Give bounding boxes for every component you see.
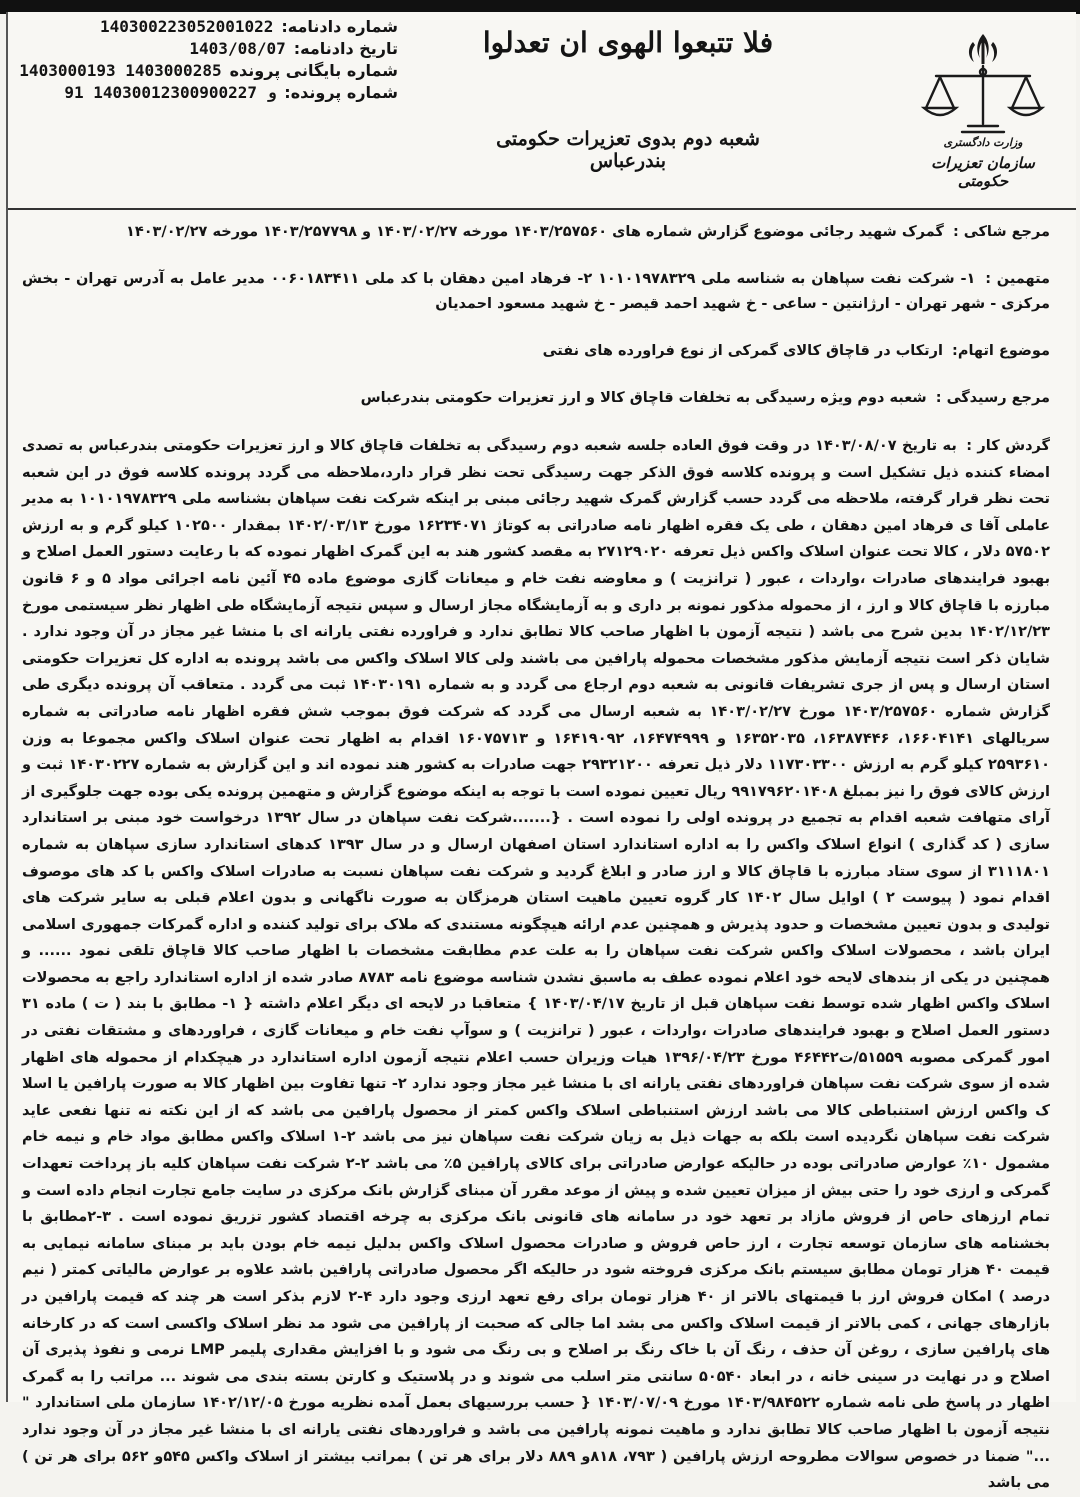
verdict-page [6, 12, 1076, 1492]
archive-number-row [8, 60, 398, 82]
meta-label: شماره پرونده: [284, 83, 398, 102]
section-text: شعبه دوم ویژه رسیدگی به تخلفات قاچاق کالا و ارز تعزیرات حکومتی بندرعباس [360, 390, 927, 406]
organization-name: سازمان تعزیرات حکومتی [931, 154, 1035, 190]
complainant-section [22, 220, 1050, 245]
section-label: موضوع اتهام: [952, 343, 1050, 359]
ministry-name: وزارت دادگستری [943, 136, 1023, 149]
case-meta [8, 16, 398, 104]
section-label: مرجع رسیدگی : [935, 390, 1050, 406]
authority-section [22, 386, 1050, 411]
section-text: ۱- شرکت نفت سپاهان به شناسه ملی ۱۰۱۰۱۹۷۸۳۲۹ ۲- فرهاد امین دهقان با کد ملی ۰۰۶۰۱۸۳۴۱۱ مدیر عامل به آدرس تهران - بخش مرکزی - شهر تهران - ارژانتین - ساعی - خ شهید احمد قیصر - خ شهید مسعود احمدیان [22, 271, 1050, 312]
verdict-date-row [8, 38, 398, 60]
charge-section [22, 339, 1050, 364]
section-text: گمرک شهید رجائی موضوع گزارش شماره های ۱۴۰۳/۲۵۷۵۶۰ مورخه ۱۴۰۳/۰۲/۲۷ و ۱۴۰۳/۲۵۷۷۹۸ مورخه ۱۴۰۳/۰۲/۲۷ [126, 224, 944, 240]
meta-label: شماره دادنامه: [281, 17, 398, 36]
section-label: متهمین : [985, 271, 1050, 287]
meta-value: 1403000193 1403000285 [19, 61, 222, 80]
section-label: گردش کار : [966, 438, 1050, 454]
motto-heading: فلا تتبعوا الهوی ان تعدلوا [482, 26, 774, 59]
verdict-number-row [8, 16, 398, 38]
header-divider [8, 208, 1076, 210]
defendants-section [22, 267, 1050, 317]
narrative-text: به تاریخ ۱۴۰۳/۰۸/۰۷ در وقت فوق العاده جلسه شعبه دوم رسیدگی به تخلفات قاچاق کالا و ارز تعزیرات حکومتی بندرعباس به تصدی امضاء کننده ذیل تشکیل است و پرونده کلاسه فوق الذکر جهت رسیدگی تحت نظر قرار دارد،ملاحظه می گردد پرونده کلاسه فوق در این شعبه تحت نظر قرار گرفته، ملاحظه می گردد حسب گزارش گمرک شهید رجائی مبنی بر اینکه شرکت نفت سپاهان بشناسه ملی ۱۰۱۰۱۹۷۸۳۲۹ به مدیر عاملی آقا ی فرهاد امین دهقان ، طی یک فقره اظهار نامه صادراتی به کوتاژ ۱۶۲۳۴۰۷۱ مورخ ۱۴۰۲/۰۳/۱۳ بمقدار ۱۰۲۵۰۰ کیلو گرم و به ارزش ۵۷۵۰۲ دلار ، کالا تحت عنوان اسلاک واکس ذیل تعرفه ۲۷۱۲۹۰۲۰ به مقصد کشور هند به این گمرک اظهار نموده که با رعایت دستور العمل اصلاح و بهبود فرایندهای صادرات ،واردات ، عبور ( ترانزیت ) و معاوضه نفت خام و میعانات گازی موضوع ماده ۴۵ آئین نامه اجرائی مواد ۵ و ۶ قانون مبارزه با قاچاق کالا و ارز ، از محموله مذکور نمونه بر داری و به آزمایشگاه مجاز ارسال و سپس نتیجه آزمایشگاه طی اظهار نظر سیستمی مورخ ۱۴۰۲/۱۲/۲۳ بدین شرح می باشد ( نتیجه آزمون با اظهار صاحب کالا تطابق ندارد و فراورده نفتی یارانه ای با منشا غیر مجاز در آن وجود ندارد . شایان ذکر است نتیجه آزمایش مذکور مشخصات محموله پارافین می باشند ولی کالا اسلاک واکس می باشد پرونده به اداره کل تعزیرات حکومتی استان ارسال و پس از جری تشریفات قانونی به شعبه دوم ارجاع می گردد و به شماره ۱۴۰۳۰۱۹۱ ثبت می گردد . متعاقب آن پرونده دیگری طی گزارش شماره ۱۴۰۳/۲۵۷۵۶۰ مورخ ۱۴۰۳/۰۲/۲۷ به شعبه ارسال می گردد که شرکت فوق بموجب شش فقره اظهار نامه صادراتی به شماره سریالهای ۱۶۶۰۴۱۴۱، ۱۶۳۸۷۴۴۶، ۱۶۳۵۲۰۳۵ و ۱۶۴۷۴۹۹۹، ۱۶۴۱۹۰۹۲ و ۱۶۰۷۵۷۱۳ اقدام به اظهار تحت عنوان اسلاک واکس مجموعا به وزن ۲۵۹۳۶۱۰ کیلو گرم به ارزش ۱۱۷۳۰۳۳۰۰ دلار ذیل تعرفه ۲۹۳۲۱۲۰۰ جهت صادرات به کشور هند نموده اند و این گزارش به شماره ۱۴۰۳۰۲۲۷ ثبت و ارزش کالای فوق را نیز بمبلغ ۹۹۱۷۹۶۲۰۱۴۰۸ ریال تعیین نموده است با توجه به اینکه موضوع گزارش و متهمین پرونده یکی بوده جهت جلوگیری از آرای متهافت شعبه اقدام به تجمیع در پرونده اولی را نموده است . {.......شرکت نفت سپاهان در سال ۱۳۹۲ درخواست خود مبنی بر استاندارد سازی ( کد گذاری ) انواع اسلاک واکس را به اداره استاندارد استان اصفهان ارسال و در سال ۱۳۹۳ کدهای استاندارد سازی سپاهان به شماره ۳۱۱۱۸۰۱ از سوی ستاد مبارزه با قاچاق کالا و ارز صادر و ابلاغ گردید و شرکت نفت سپاهان نسبت به صادرات اسلاک واکس با کد های موصوف اقدام نمود ( پیوست ۲ ) اوایل سال ۱۴۰۲ کار گروه تعیین ماهیت استان هرمزگان به صورت ناگهانی و بدون اعلام قبلی به سایر شرکت های تولیدی و بدون تعیین مشخصات و حدود پذیرش و همچنین عدم ارائه هیچگونه مستندی که ملاک برای تولید کننده و اداره گمرکات جمهوری اسلامی ایران باشد ، محصولات اسلاک واکس شرکت نفت سپاهان را به علت عدم مطابقت مشخصات با اظهار صاحب کالا قاچاق تلقی نمود ...... و همچنین در یکی از بندهای لایحه خود اعلام نموده عطف به ماسبق نشدن شناسه موضوع نامه ۸۷۸۳ صادر شده از اداره استاندارد راجع به محصولات اسلاک واکس اظهار شده توسط نفت سپاهان قبل از تاریخ ۱۴۰۳/۰۴/۱۷ } متعاقبا در لایحه ای دیگر اعلام داشته { ۱- مطابق با بند ( ت ) ماده ۳۱ دستور العمل اصلاح و بهبود فرایندهای صادرات ،واردات ، عبور ( ترانزیت ) و سوآپ نفت خام و میعانات گازی ، فراوردهای و مشتقات نفتی در امور گمرکی مصوبه ۵۱۵۵۹/ت۴۶۴۴۲ مورخ ۱۳۹۶/۰۴/۲۳ هیات وزیران حسب اعلام نتیجه آزمون اداره استاندارد در هیچکدام از محموله های اظهار شده از سوی شرکت نفت سپاهان فراوردهای نفتی یارانه ای با منشا غیر مجاز وجود ندارد ۲- تنها تفاوت بین اظهار کالا به صورت پارافین یا اسلا ک واکس ارزش استنباطی کالا می باشد ارزش استنباطی اسلاک واکس کمتر از محصول پارافین می باشد که از این نکته نه تنها نفعی عاید شرکت نفت سپاهان نگردیده است بلکه به جهات ذیل به زیان شرکت نفت سپاهان نیز می باشد ۲-۱ اسلاک واکس مطابق مواد خام و نیمه خام مشمول ۱۰٪ عوارض صادراتی بوده در حالیکه عوارض صادراتی برای کالای پارافین ۵٪ می باشد ۲-۲ شرکت نفت سپاهان کلیه باز پرداخت تعهدات گمرکی و ارزی خود را حتی بیش از میزان تعیین شده و پیش از موعد مقرر آن مبنای گزارش بانک مرکزی در سایت جامع تجارت انجام داده است و تمام ارزهای حاص از فروش مازاد بر تعهد خود در سامانه های قانونی بانک مرکزی به چرخه اقتصاد کشور تزریق نموده است . ۳-۲مطابق با بخشنامه های سازمان توسعه تجارت ، ارز حاص فروش و صادرات محصول اسلاک واکس بدلیل نیمه خام بودن باید بر مبنای سامانه نیمایی به قیمت ۴۰ هزار تومان مطابق سیستم بانک مرکزی فروخته شود در حالیکه اگر محصول صادراتی پارافین باشد علاوه بر عوارض مالیاتی کمتر ( نیم درصد ) امکان فروش ارز با قیمتهای بالاتر از ۴۰ هزار تومان برای رفع تعهد ارزی وجود دارد ۴-۲ لازم بذکر است هر چند که قیمت پارافین در بازارهای جهانی ، کمی بالاتر از قیمت اسلاک واکس می بشد اما جالی که صحبت از پارافین می شود مد نظر اسلاک واکسی است که در کارخانه های پارافین سازی ، روغن آن حذف ، رنگ آن با خاک رنگ بر اصلاح و بی رنگ می شود و با افزایش مقداری پلیمر LMP نرمی و نفوذ پذیری آن اصلاح و در نهایت در سینی خانه ، در ابعاد ۵۰۵۴۰ سانتی متر اسلب می شوند و در پلاستیک و کارتن بسته بندی می شوند ... مراتب را به گمرک اظهار در پاسخ طی نامه شماره ۱۴۰۳/۹۸۴۵۲۲ مورخ ۱۴۰۳/۰۷/۰۹ { حسب بررسیهای بعمل آمده نظریه مورخ ۱۴۰۲/۱۲/۰۵ سازمان ملی استاندارد " نتیجه آزمون با اظهار صاحب کالا تطابق ندارد و ماهیت نمونه پارافین می باشد و فراوردهای نفتی یارانه ای با منشا غیر مجاز در آن وجود ندارد ..." ضمنا در خصوص سوالات مطروحه ارزش پارافین ( ۷۹۳، ۸۱۸و ۸۸۹ دلار برای هر تن ) بمراتب بیشتر از اسلاک واکس ۵۴۵و ۵۶۲ برای هر تن ) می باشد [22, 438, 1051, 1492]
section-text: ارتکاب در قاچاق کالای گمرکی از نوع فراورده های نفتی [542, 343, 943, 359]
meta-value: 91 14030012300900227 و [64, 83, 277, 102]
meta-label: شماره بایگانی پرونده [229, 61, 398, 80]
case-narrative [22, 433, 1050, 1497]
branch-title: شعبه دوم بدوی تعزیرات حکومتی بندرعباس [496, 128, 760, 172]
meta-value: 140300223052001022 [99, 17, 274, 36]
meta-label: تاریخ دادنامه: [293, 39, 398, 58]
section-label: مرجع شاکی : [952, 224, 1050, 240]
meta-value: 1403/08/07 [189, 39, 286, 58]
letterhead [8, 12, 1076, 210]
case-number-row [8, 82, 398, 104]
verdict-body [22, 220, 1051, 1492]
